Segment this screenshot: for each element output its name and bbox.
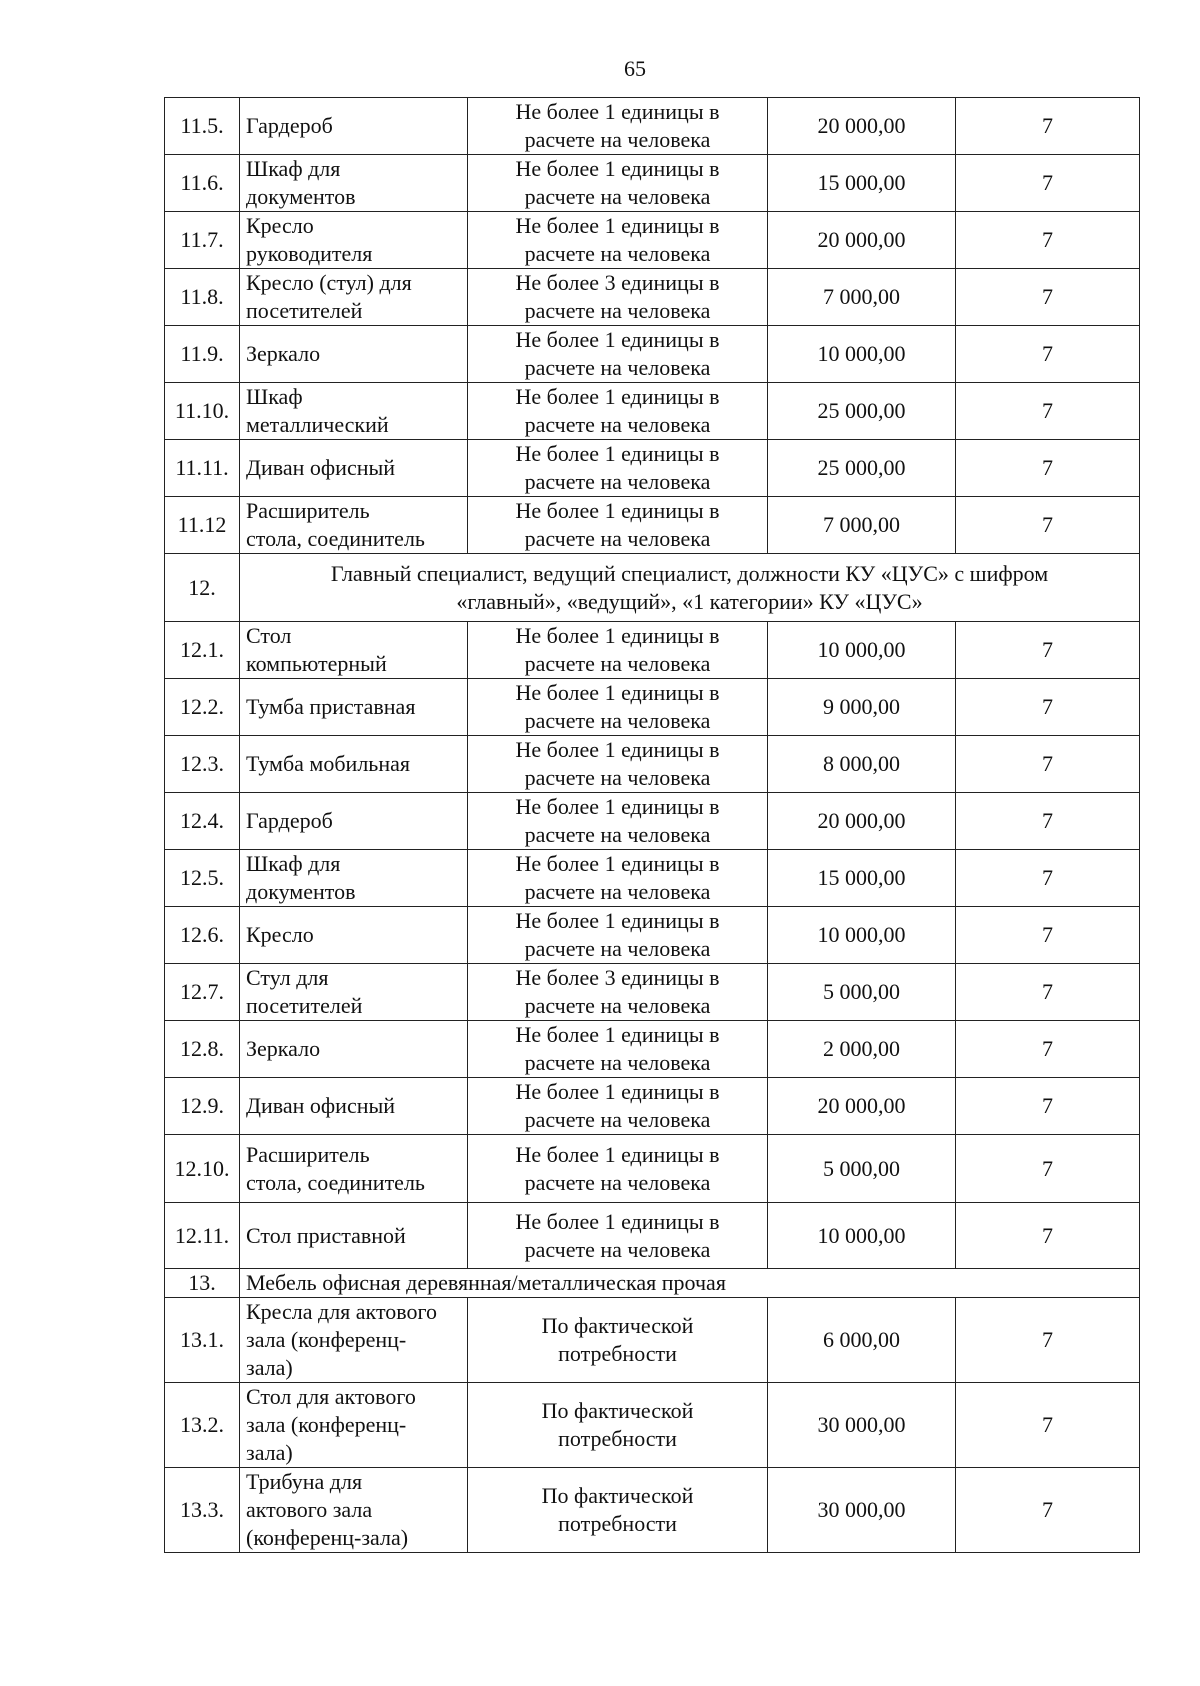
item-quantity-line: расчете на человека (524, 241, 711, 266)
item-name-line: документов (246, 184, 356, 209)
item-quantity (468, 622, 768, 679)
item-name-line: Зеркало (246, 1036, 321, 1061)
row-number: 12.3. (165, 736, 240, 793)
item-name (240, 622, 468, 679)
table-row (165, 793, 1140, 850)
item-quantity-line: Не более 1 единицы в (515, 1141, 720, 1167)
table-row (165, 1078, 1140, 1135)
item-quantity-line: Не более 1 единицы в (515, 156, 720, 181)
item-price: 15 000,00 (768, 850, 956, 907)
item-quantity-line: расчете на человека (524, 879, 711, 904)
item-quantity-line: расчете на человека (524, 936, 711, 961)
item-term: 7 (956, 1298, 1140, 1383)
item-name-line: Стол (246, 623, 292, 648)
item-quantity (468, 1298, 768, 1383)
table-row (165, 1021, 1140, 1078)
row-number: 12.11. (165, 1203, 240, 1269)
item-name-line: Стул для (246, 965, 329, 990)
item-name (240, 1135, 468, 1203)
item-quantity-line: потребности (558, 1426, 677, 1451)
item-name (240, 964, 468, 1021)
item-name (240, 1203, 468, 1269)
item-term: 7 (956, 326, 1140, 383)
section-title-line: Мебель офисная деревянная/металлическая прочая (246, 1270, 726, 1295)
item-name-line: Стол приставной (246, 1222, 406, 1248)
item-name-line: Кресло (246, 213, 314, 238)
item-name-line: Расширитель (246, 1141, 370, 1167)
item-quantity-line: По фактической (541, 1483, 694, 1508)
item-price: 20 000,00 (768, 793, 956, 850)
item-quantity-line: Не более 1 единицы в (515, 1022, 720, 1047)
item-price: 20 000,00 (768, 98, 956, 155)
item-quantity-line: расчете на человека (524, 708, 711, 733)
item-price: 10 000,00 (768, 326, 956, 383)
item-term: 7 (956, 383, 1140, 440)
item-quantity (468, 679, 768, 736)
item-term: 7 (956, 850, 1140, 907)
item-price: 9 000,00 (768, 679, 956, 736)
item-quantity-line: расчете на человека (524, 1107, 711, 1132)
row-number: 11.6. (165, 155, 240, 212)
item-quantity-line: расчете на человека (524, 1169, 711, 1195)
section-row (165, 554, 1140, 622)
item-name-line: Шкаф (246, 384, 303, 409)
item-name-line: компьютерный (246, 651, 387, 676)
item-quantity-line: потребности (558, 1341, 677, 1366)
norms-table (164, 97, 1140, 1553)
table-row (165, 497, 1140, 554)
item-name-line: зала) (246, 1355, 293, 1380)
item-price: 5 000,00 (768, 964, 956, 1021)
item-quantity-line: По фактической (541, 1313, 694, 1338)
item-term: 7 (956, 736, 1140, 793)
item-price: 2 000,00 (768, 1021, 956, 1078)
item-name-line: документов (246, 879, 356, 904)
item-term: 7 (956, 1468, 1140, 1553)
row-number: 12.6. (165, 907, 240, 964)
item-name-line: зала (конференц- (246, 1412, 407, 1437)
item-name (240, 440, 468, 497)
item-name-line: стола, соединитель (246, 1169, 425, 1195)
item-quantity-line: Не более 1 единицы в (515, 794, 720, 819)
item-price: 30 000,00 (768, 1468, 956, 1553)
item-quantity (468, 736, 768, 793)
table-row (165, 736, 1140, 793)
item-price: 7 000,00 (768, 269, 956, 326)
section-row (165, 1269, 1140, 1298)
table-row (165, 98, 1140, 155)
item-name-line: Шкаф для (246, 156, 341, 181)
item-name (240, 679, 468, 736)
item-quantity-line: Не более 1 единицы в (515, 384, 720, 409)
item-term: 7 (956, 155, 1140, 212)
item-quantity-line: Не более 1 единицы в (515, 213, 720, 238)
item-price: 30 000,00 (768, 1383, 956, 1468)
item-name (240, 383, 468, 440)
item-quantity-line: расчете на человека (524, 355, 711, 380)
item-quantity-line: расчете на человека (524, 412, 711, 437)
item-quantity-line: Не более 1 единицы в (515, 498, 720, 523)
item-quantity (468, 326, 768, 383)
item-term: 7 (956, 269, 1140, 326)
item-name-line: Гардероб (246, 808, 333, 833)
item-quantity (468, 383, 768, 440)
item-quantity (468, 212, 768, 269)
item-price: 10 000,00 (768, 622, 956, 679)
item-price: 20 000,00 (768, 212, 956, 269)
item-name (240, 850, 468, 907)
item-quantity-line: расчете на человека (524, 469, 711, 494)
row-number: 12.8. (165, 1021, 240, 1078)
item-quantity-line: Не более 1 единицы в (515, 327, 720, 352)
row-number: 12.1. (165, 622, 240, 679)
item-term: 7 (956, 98, 1140, 155)
row-number: 11.11. (165, 440, 240, 497)
item-name-line: Диван офисный (246, 1093, 396, 1118)
item-term: 7 (956, 1383, 1140, 1468)
table-row (165, 1135, 1140, 1203)
item-quantity (468, 793, 768, 850)
item-quantity-line: Не более 1 единицы в (515, 1208, 720, 1234)
row-number: 11.9. (165, 326, 240, 383)
item-name-line: Кресло (стул) для (246, 270, 412, 295)
item-term: 7 (956, 622, 1140, 679)
item-name-line: актового зала (246, 1497, 373, 1522)
item-term: 7 (956, 1078, 1140, 1135)
item-name-line: руководителя (246, 241, 373, 266)
item-quantity (468, 1383, 768, 1468)
item-term: 7 (956, 907, 1140, 964)
item-quantity-line: расчете на человека (524, 822, 711, 847)
row-number: 11.8. (165, 269, 240, 326)
table-row (165, 1383, 1140, 1468)
table-row (165, 269, 1140, 326)
item-quantity (468, 269, 768, 326)
row-number: 12.7. (165, 964, 240, 1021)
item-quantity-line: расчете на человека (524, 526, 711, 551)
row-number: 12. (165, 554, 240, 622)
item-term: 7 (956, 497, 1140, 554)
item-quantity-line: расчете на человека (524, 993, 711, 1018)
item-term: 7 (956, 679, 1140, 736)
item-name-line: Зеркало (246, 341, 321, 366)
item-quantity (468, 1021, 768, 1078)
item-name-line: Шкаф для (246, 851, 341, 876)
item-quantity (468, 850, 768, 907)
item-name (240, 269, 468, 326)
item-price: 25 000,00 (768, 440, 956, 497)
page-number: 65 (624, 56, 646, 81)
item-name (240, 1383, 468, 1468)
item-price: 10 000,00 (768, 907, 956, 964)
item-name-line: Гардероб (246, 113, 333, 138)
item-quantity-line: расчете на человека (524, 184, 711, 209)
item-quantity (468, 98, 768, 155)
item-quantity-line: Не более 3 единицы в (515, 270, 720, 295)
row-number: 13. (165, 1269, 240, 1298)
item-price: 8 000,00 (768, 736, 956, 793)
item-price: 20 000,00 (768, 1078, 956, 1135)
item-name-line: посетителей (246, 993, 363, 1018)
item-price: 15 000,00 (768, 155, 956, 212)
item-quantity-line: расчете на человека (524, 1236, 711, 1262)
table-row (165, 1203, 1140, 1269)
item-quantity-line: расчете на человека (524, 765, 711, 790)
item-price: 10 000,00 (768, 1203, 956, 1269)
item-quantity (468, 964, 768, 1021)
item-term: 7 (956, 1203, 1140, 1269)
item-quantity (468, 497, 768, 554)
item-name (240, 212, 468, 269)
item-quantity-line: Не более 1 единицы в (515, 908, 720, 933)
row-number: 11.7. (165, 212, 240, 269)
item-name-line: Расширитель (246, 498, 370, 523)
row-number: 13.3. (165, 1468, 240, 1553)
item-quantity (468, 155, 768, 212)
item-term: 7 (956, 212, 1140, 269)
item-quantity-line: Не более 1 единицы в (515, 1079, 720, 1104)
item-price: 6 000,00 (768, 1298, 956, 1383)
item-quantity-line: По фактической (541, 1398, 694, 1423)
item-quantity-line: расчете на человека (524, 651, 711, 676)
item-name-line: Кресла для актового (246, 1299, 437, 1324)
item-name (240, 1468, 468, 1553)
item-name-line: стола, соединитель (246, 526, 425, 551)
item-name-line: Кресло (246, 922, 314, 947)
item-name (240, 907, 468, 964)
item-quantity (468, 440, 768, 497)
item-quantity-line: Не более 1 единицы в (515, 623, 720, 648)
table-row (165, 679, 1140, 736)
table-row (165, 964, 1140, 1021)
section-title-line: «главный», «ведущий», «1 категории» КУ «ЦУС» (456, 588, 923, 614)
item-name (240, 793, 468, 850)
item-term: 7 (956, 964, 1140, 1021)
row-number: 11.12 (165, 497, 240, 554)
item-name-line: посетителей (246, 298, 363, 323)
table-row (165, 907, 1140, 964)
row-number: 11.10. (165, 383, 240, 440)
item-quantity-line: Не более 3 единицы в (515, 965, 720, 990)
item-term: 7 (956, 1135, 1140, 1203)
item-name-line: Трибуна для (246, 1469, 363, 1494)
item-name-line: (конференц-зала) (246, 1525, 409, 1550)
item-name (240, 497, 468, 554)
section-title (240, 1269, 1140, 1298)
item-name-line: Тумба мобильная (246, 751, 410, 776)
item-term: 7 (956, 1021, 1140, 1078)
item-price: 25 000,00 (768, 383, 956, 440)
table-row (165, 212, 1140, 269)
item-term: 7 (956, 793, 1140, 850)
table-row (165, 1298, 1140, 1383)
item-quantity (468, 1468, 768, 1553)
item-name (240, 736, 468, 793)
item-quantity (468, 1078, 768, 1135)
item-name (240, 98, 468, 155)
item-name (240, 1298, 468, 1383)
item-name-line: Стол для актового (246, 1384, 416, 1409)
item-name (240, 1021, 468, 1078)
section-title-line: Главный специалист, ведущий специалист, должности КУ «ЦУС» с шифром (330, 560, 1049, 586)
item-name-line: Диван офисный (246, 455, 396, 480)
item-name (240, 1078, 468, 1135)
row-number: 13.2. (165, 1383, 240, 1468)
row-number: 12.9. (165, 1078, 240, 1135)
item-name-line: металлический (246, 412, 389, 437)
item-quantity-line: Не более 1 единицы в (515, 99, 720, 124)
row-number: 13.1. (165, 1298, 240, 1383)
table-row (165, 326, 1140, 383)
table-row (165, 440, 1140, 497)
row-number: 12.4. (165, 793, 240, 850)
item-quantity (468, 907, 768, 964)
section-title (240, 554, 1140, 622)
item-quantity (468, 1203, 768, 1269)
item-name-line: Тумба приставная (246, 694, 416, 719)
table-row (165, 622, 1140, 679)
item-name-line: зала) (246, 1440, 293, 1465)
item-name (240, 326, 468, 383)
item-term: 7 (956, 440, 1140, 497)
item-quantity-line: расчете на человека (524, 1050, 711, 1075)
item-quantity-line: расчете на человека (524, 127, 711, 152)
table-row (165, 850, 1140, 907)
table-row (165, 155, 1140, 212)
item-quantity-line: расчете на человека (524, 298, 711, 323)
row-number: 12.5. (165, 850, 240, 907)
item-quantity-line: потребности (558, 1511, 677, 1536)
item-quantity-line: Не более 1 единицы в (515, 851, 720, 876)
row-number: 12.10. (165, 1135, 240, 1203)
item-name-line: зала (конференц- (246, 1327, 407, 1352)
item-quantity-line: Не более 1 единицы в (515, 737, 720, 762)
item-quantity-line: Не более 1 единицы в (515, 441, 720, 466)
table-row (165, 383, 1140, 440)
item-price: 5 000,00 (768, 1135, 956, 1203)
row-number: 11.5. (165, 98, 240, 155)
table-row (165, 1468, 1140, 1553)
item-name (240, 155, 468, 212)
item-quantity-line: Не более 1 единицы в (515, 680, 720, 705)
item-quantity (468, 1135, 768, 1203)
item-price: 7 000,00 (768, 497, 956, 554)
row-number: 12.2. (165, 679, 240, 736)
